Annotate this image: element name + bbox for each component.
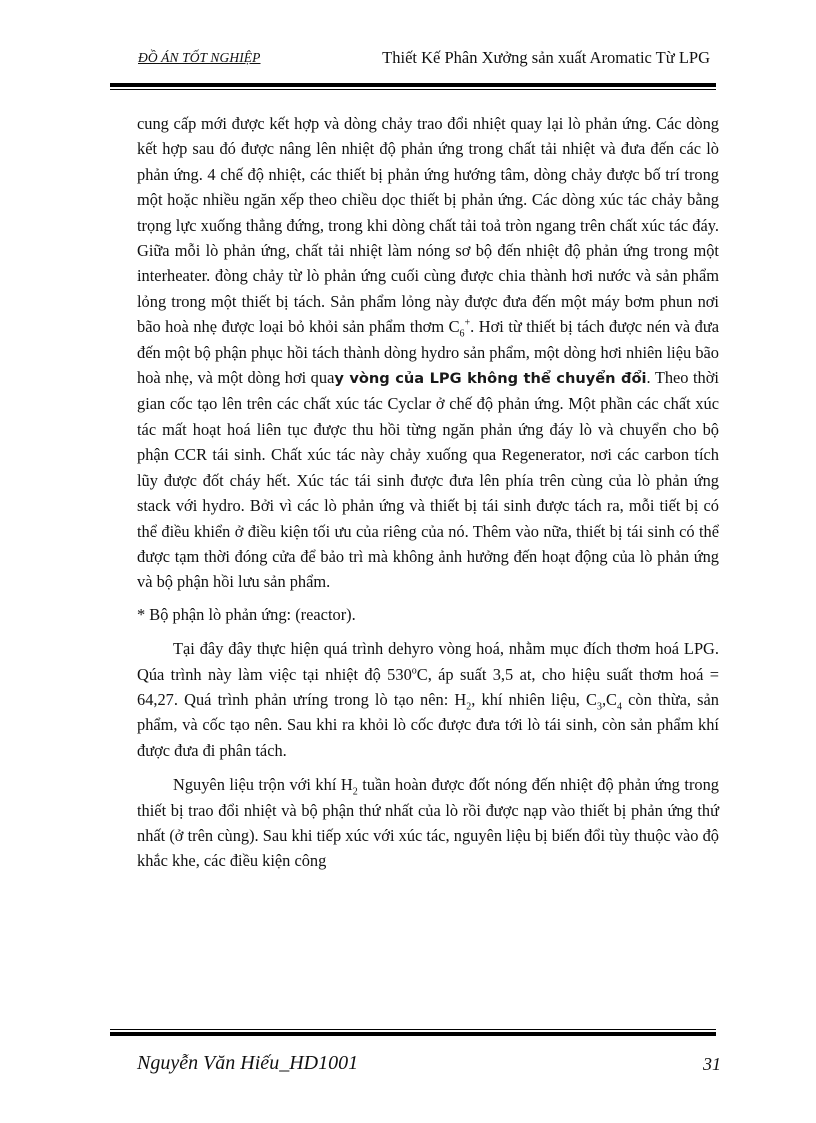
text-run: còn thừa, sản phẩm, và cốc tạo nên. Sau khi ra khỏi lò cốc được đưa tới lò tái sinh, còn sản phẩm khí được đưa đi phân tách. (137, 689, 719, 760)
header-rule-thin (110, 89, 716, 90)
text-run: tuần hoàn được đốt nóng đến nhiệt độ phản ứng trong thiết bị trao đổi nhiệt và bộ phận thứ nhất của lò rồi được nạp vào thiết bị phản ứng thứ nhất (ở trên cùng). Sau khi tiếp xúc với xúc tác, nguyên liệu bị biến đổi tùy thuộc vào độ khắc khe, các điều kiện công (137, 775, 720, 871)
text-run: cung cấp mới được kết hợp và dòng chảy trao đổi nhiệt quay lại lò phản ứng. Các dòng kết hợp sau đó được nâng lên nhiệt độ phản ứng trong chất tải nhiệt và đưa đến các lò phản ứng. 4 chế độ nhiệt, các thiết bị phản ứng hướng tâm, dòng chảy được bố trí trong một hoặc nhiều ngăn xếp theo chiều dọc thiết bị phản ứng. Các dòng xúc tác chảy bằng trọng lực xuống thẳng đứng, trong khi dòng chất tải toả tròn ngang trên chất xúc tác đáy. Giữa mỗi lò phản ứng, chất tải nhiệt làm nóng sơ bộ đến nhiệt độ phản ứng trong một interheater. đòng chảy từ lò phản ứng cuối cùng được chia thành hơi nước và sản phẩm lỏng trong một thiết bị tách. Sản phẩm lỏng này được đưa đến một máy bơm phun nơi bão hoà nhẹ được loại bỏ khỏi sản phẩm thơm C (137, 114, 719, 337)
superscript: + (464, 317, 471, 329)
footer-author: Nguyễn Văn Hiếu_HD1001 (137, 1052, 359, 1074)
paragraph-reactor-heading: * Bộ phận lò phản ứng: (reactor). (137, 604, 356, 624)
text-run: . Hơi từ thiết bị tách được nén và đưa đến một bộ phận phục hồi tách thành dòng hydro sản phẩm, một dòng hơi nhiên liệu bão hoà nhẹ, và một dòng hơi qua (137, 317, 719, 388)
paragraph-feed-description (137, 772, 719, 874)
footer-rule-thin (110, 1029, 716, 1030)
subscript: 4 (616, 701, 622, 713)
subscript: 3 (596, 701, 602, 713)
page-body (137, 111, 719, 874)
text-run: , khí nhiên liệu, C (471, 689, 597, 709)
text-run: ,C (601, 689, 617, 709)
paragraph-reactor-description (137, 636, 719, 763)
text-run: Tại đây đây thực hiện quá trình dehyro vòng hoá, nhằm mục đích thơm hoá LPG. Qúa trình này làm việc tại nhiệt độ 530 (137, 639, 719, 684)
paragraph-process-description (137, 111, 719, 595)
subscript: 2 (466, 701, 472, 713)
header-rule-thick (110, 83, 716, 87)
text-run: C, áp suất 3,5 at, cho hiệu suất thơm hoá = 64,27. Quá trình phản ưríng trong lò tạo nên: H (137, 664, 719, 709)
page-header (110, 48, 716, 78)
footer-rule-thick (110, 1032, 716, 1036)
subscript: 2 (352, 786, 358, 798)
page-number: 31 (703, 1054, 721, 1074)
subscript: 6 (459, 328, 465, 340)
superscript: o (411, 665, 417, 677)
header-thesis-label: ĐỒ ÁN TỐT NGHIỆP (138, 50, 261, 65)
text-run: Nguyên liệu trộn với khí H (173, 775, 353, 795)
text-run: . Theo thời gian cốc tạo lên trên các chất xúc tác Cyclar ở chế độ phản ứng. Một phần các chất xúc tác mất hoạt hoá liên tục được thu hồi từng ngăn phản ứng đáy lò và chuyển cho bộ phận CCR tái sinh. Chất xúc tác này chảy xuống qua Regenerator, nơi các carbon tích lũy được đốt cháy hết. Xúc tác tái sinh được đưa lên phía trên cùng của lò phản ứng stack với hydro. Bởi vì các lò phản ứng và thiết bị tái sinh được tách ra, mỗi tiết bị có thể điều khiển ở điều kiện tối ưu của riêng của nó. Thêm vào nữa, thiết bị tái sinh có thể được tạm thời đóng cửa để bảo trì mà không ảnh hưởng đến hoạt động của lò phản ứng và bộ phận hồi lưu sản phẩm. (137, 368, 719, 592)
page-footer (137, 1052, 721, 1082)
header-title: Thiết Kế Phân Xưởng sản xuất Aromatic Từ LPG (382, 48, 710, 67)
highlighted-text: y vòng của LPG không thể chuyển đổi (334, 370, 647, 388)
